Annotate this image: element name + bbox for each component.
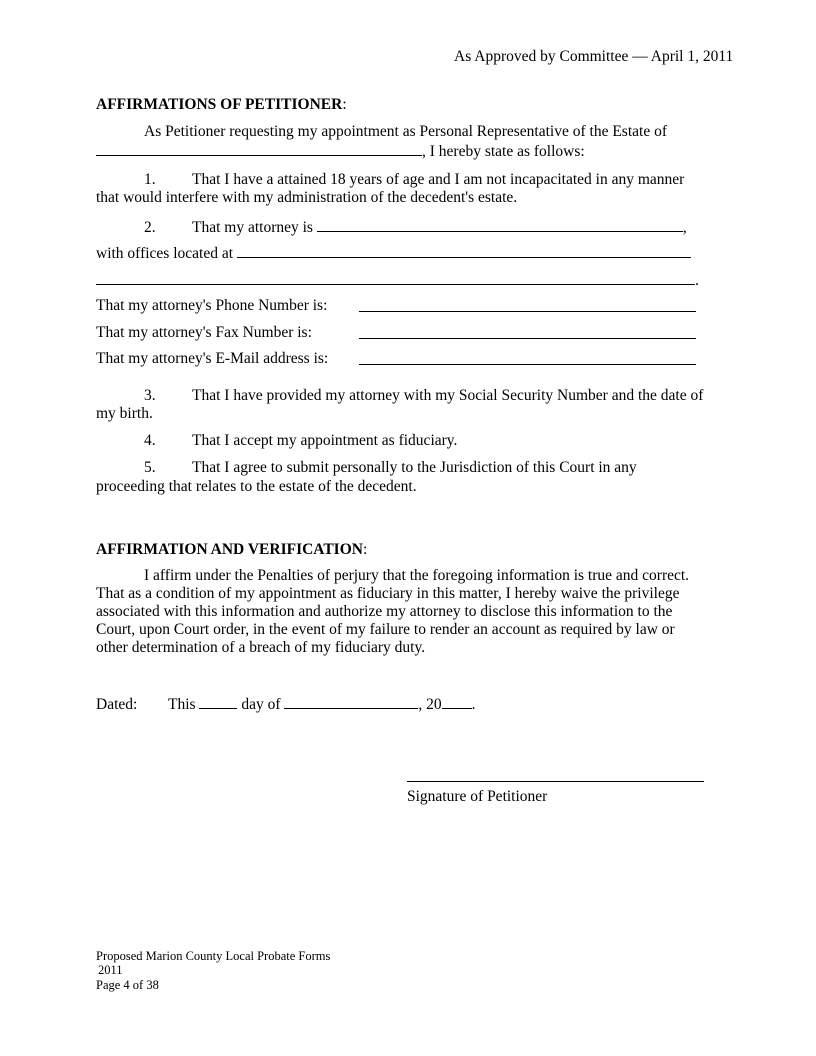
item-2-line [192, 219, 687, 237]
item-4-number: 4. [144, 432, 156, 449]
office-address-blank-2[interactable] [96, 272, 695, 285]
item-2-number: 2. [144, 219, 156, 236]
phone-label: That my attorney's Phone Number is: [96, 297, 328, 314]
offices-label: with offices located at [96, 245, 234, 262]
dated-day-of: day of [241, 696, 281, 713]
dated-period: . [471, 696, 476, 713]
intro-line-2 [96, 143, 585, 161]
item-5-line-2: proceeding that relates to the estate of the decedent. [96, 478, 417, 495]
affirmations-heading [96, 96, 347, 114]
item-4-line-1: That I accept my appointment as fiduciary. [192, 432, 458, 449]
attorney-name-blank[interactable] [317, 219, 683, 232]
dated-this: This [168, 696, 196, 713]
intro-line-2-suffix: , I hereby state as follows: [422, 143, 585, 160]
offices-line [96, 245, 691, 263]
item-5-line-1: That I agree to submit personally to the Jurisdiction of this Court in any [192, 459, 637, 476]
verification-line-5: other determination of a breach of my fiduciary duty. [96, 639, 426, 656]
verification-title-colon: : [362, 541, 368, 558]
item-1-line-1: That I have a attained 18 years of age and I am not incapacitated in any manner [192, 171, 685, 188]
dated-comma-20: , 20 [418, 696, 442, 713]
item-5-number: 5. [144, 459, 156, 476]
verification-line-2: That as a condition of my appointment as fiduciary in this matter, I hereby waive the privilege [96, 585, 680, 602]
year-blank[interactable] [442, 696, 472, 709]
item-2-text: That my attorney is [192, 219, 313, 236]
fax-blank[interactable] [359, 338, 696, 339]
item-1-line-2: that would interfere with my administration of the decedent's estate. [96, 189, 518, 206]
footer-line-2: 2011 [98, 963, 123, 977]
email-label: That my attorney's E-Mail address is: [96, 350, 329, 367]
offices-end: . [695, 272, 699, 289]
footer-line-1: Proposed Marion County Local Probate Forms [96, 949, 331, 963]
day-blank[interactable] [199, 696, 237, 709]
phone-blank[interactable] [359, 311, 696, 312]
signature-label: Signature of Petitioner [407, 788, 548, 805]
item-2-suffix: , [682, 219, 687, 236]
approval-header: As Approved by Committee — April 1, 2011 [454, 48, 734, 65]
item-3-line-1: That I have provided my attorney with my Social Security Number and the date of [192, 387, 704, 404]
footer-page-number: Page 4 of 38 [96, 978, 159, 992]
email-blank[interactable] [359, 364, 696, 365]
signature-line[interactable] [407, 781, 704, 782]
verification-title: AFFIRMATION AND VERIFICATION [96, 541, 363, 558]
verification-heading [96, 541, 367, 559]
item-1-number: 1. [144, 171, 156, 188]
verification-line-4: Court, upon Court order, in the event of my failure to render an account as required by law or [96, 621, 675, 638]
dated-line [168, 696, 475, 714]
month-blank[interactable] [284, 696, 418, 709]
affirmations-title-colon: : [342, 96, 347, 113]
fax-label: That my attorney's Fax Number is: [96, 324, 312, 341]
verification-line-1: I affirm under the Penalties of perjury that the foregoing information is true and correct. [144, 567, 690, 584]
verification-line-3: associated with this information and authorize my attorney to disclose this information to the [96, 603, 673, 620]
intro-line-1: As Petitioner requesting my appointment as Personal Representative of the Estate of [144, 123, 667, 140]
dated-label: Dated: [96, 696, 138, 713]
item-3-line-2: my birth. [96, 405, 153, 422]
estate-name-blank[interactable] [96, 143, 422, 156]
offices-line-2 [96, 272, 699, 290]
office-address-blank[interactable] [237, 245, 691, 258]
item-3-number: 3. [144, 387, 156, 404]
affirmations-title: AFFIRMATIONS OF PETITIONER [96, 96, 343, 113]
